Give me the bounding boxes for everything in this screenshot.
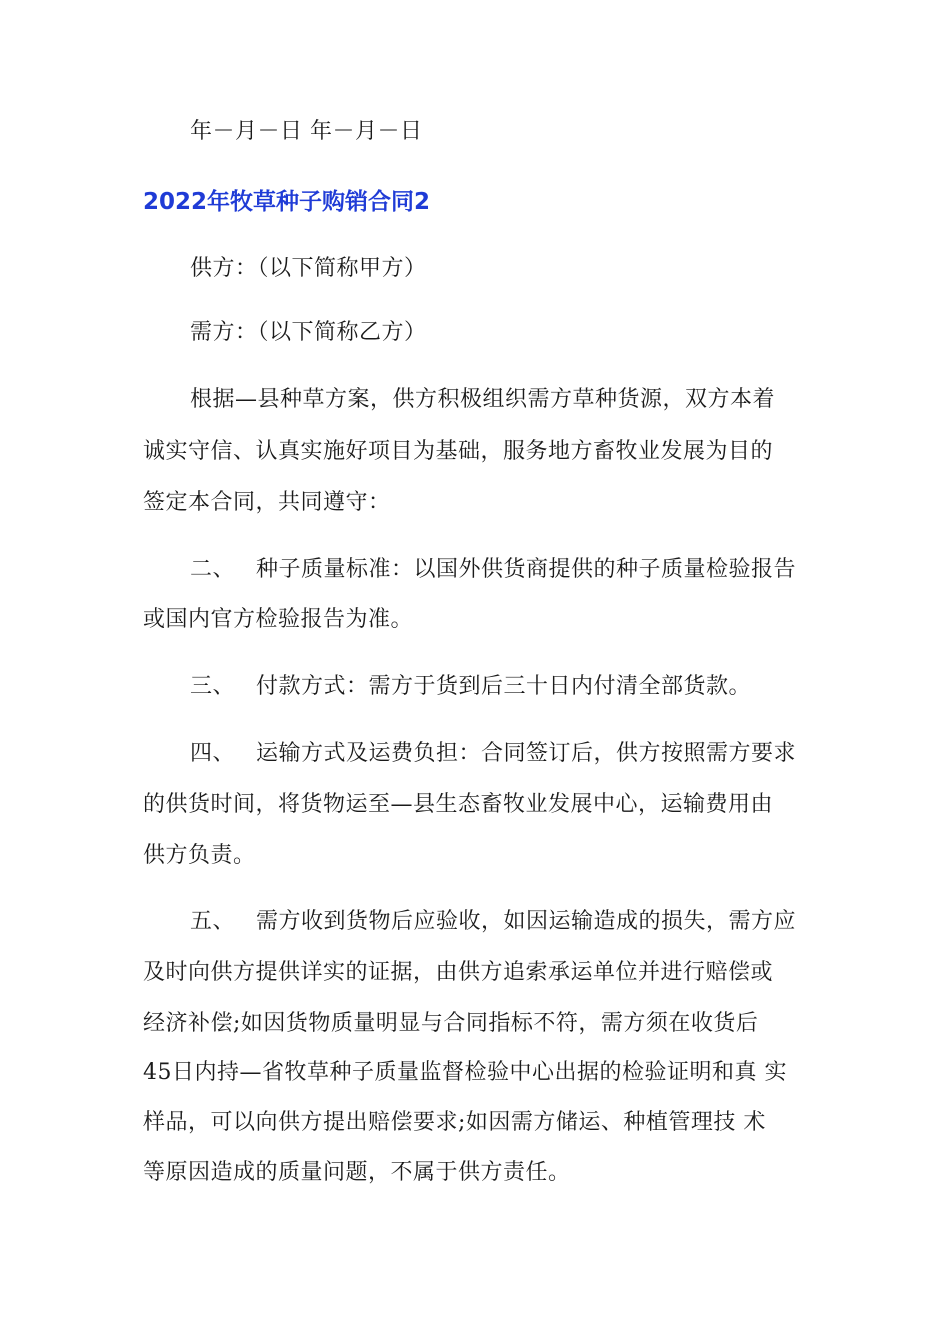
contract-title: 2022年牧草种子购销合同2 [143,189,431,215]
clause-4-text: 运输方式及运费负担：合同签订后，供方按照需方要求 [256,741,797,766]
clause-5-line-1 [190,907,870,937]
clause-4-number: 四、 [190,741,236,766]
clause-2-text: 种子质量标准：以国外供货商提供的种子质量检验报告 [256,557,797,582]
clause-5-text: 需方收到货物后应验收，如因运输造成的损失，需方应 [256,909,797,934]
clause-5-line-3: 经济补偿;如因货物质量明显与合同指标不符，需方须在收货后 [143,1011,759,1036]
clause-4-line-3: 供方负责。 [143,843,256,868]
clause-3-line-1 [190,672,870,702]
clause-2-line-1 [190,555,870,585]
date-line: 年－月－日 年－月－日 [190,119,423,144]
clause-4-line-1 [190,739,870,769]
clause-2-line-2: 或国内官方检验报告为准。 [143,607,414,632]
clause-3-number: 三、 [190,674,236,699]
clause-5-line-5: 样品，可以向供方提出赔偿要求;如因需方储运、种植管理技 术 [143,1110,766,1135]
intro-line-3: 签定本合同，共同遵守： [143,490,391,515]
clause-5-number: 五、 [190,909,236,934]
intro-line-1: 根据—县种草方案，供方积极组织需方草种货源，双方本着 [190,387,776,412]
supplier-line: 供方：（以下简称甲方） [190,256,427,281]
clause-5-line-4: 45日内持—省牧草种子质量监督检验中心出据的检验证明和真 实 [143,1060,787,1085]
clause-3-text: 付款方式：需方于货到后三十日内付清全部货款。 [256,674,752,699]
intro-line-2: 诚实守信、认真实施好项目为基础，服务地方畜牧业发展为目的 [143,439,774,464]
clause-2-number: 二、 [190,557,236,582]
clause-4-line-2: 的供货时间，将货物运至—县生态畜牧业发展中心，运输费用由 [143,792,774,817]
clause-5-line-6: 等原因造成的质量问题，不属于供方责任。 [143,1160,571,1185]
buyer-line: 需方：（以下简称乙方） [190,320,427,345]
clause-5-line-2: 及时向供方提供详实的证据，由供方追索承运单位并进行赔偿或 [143,960,774,985]
